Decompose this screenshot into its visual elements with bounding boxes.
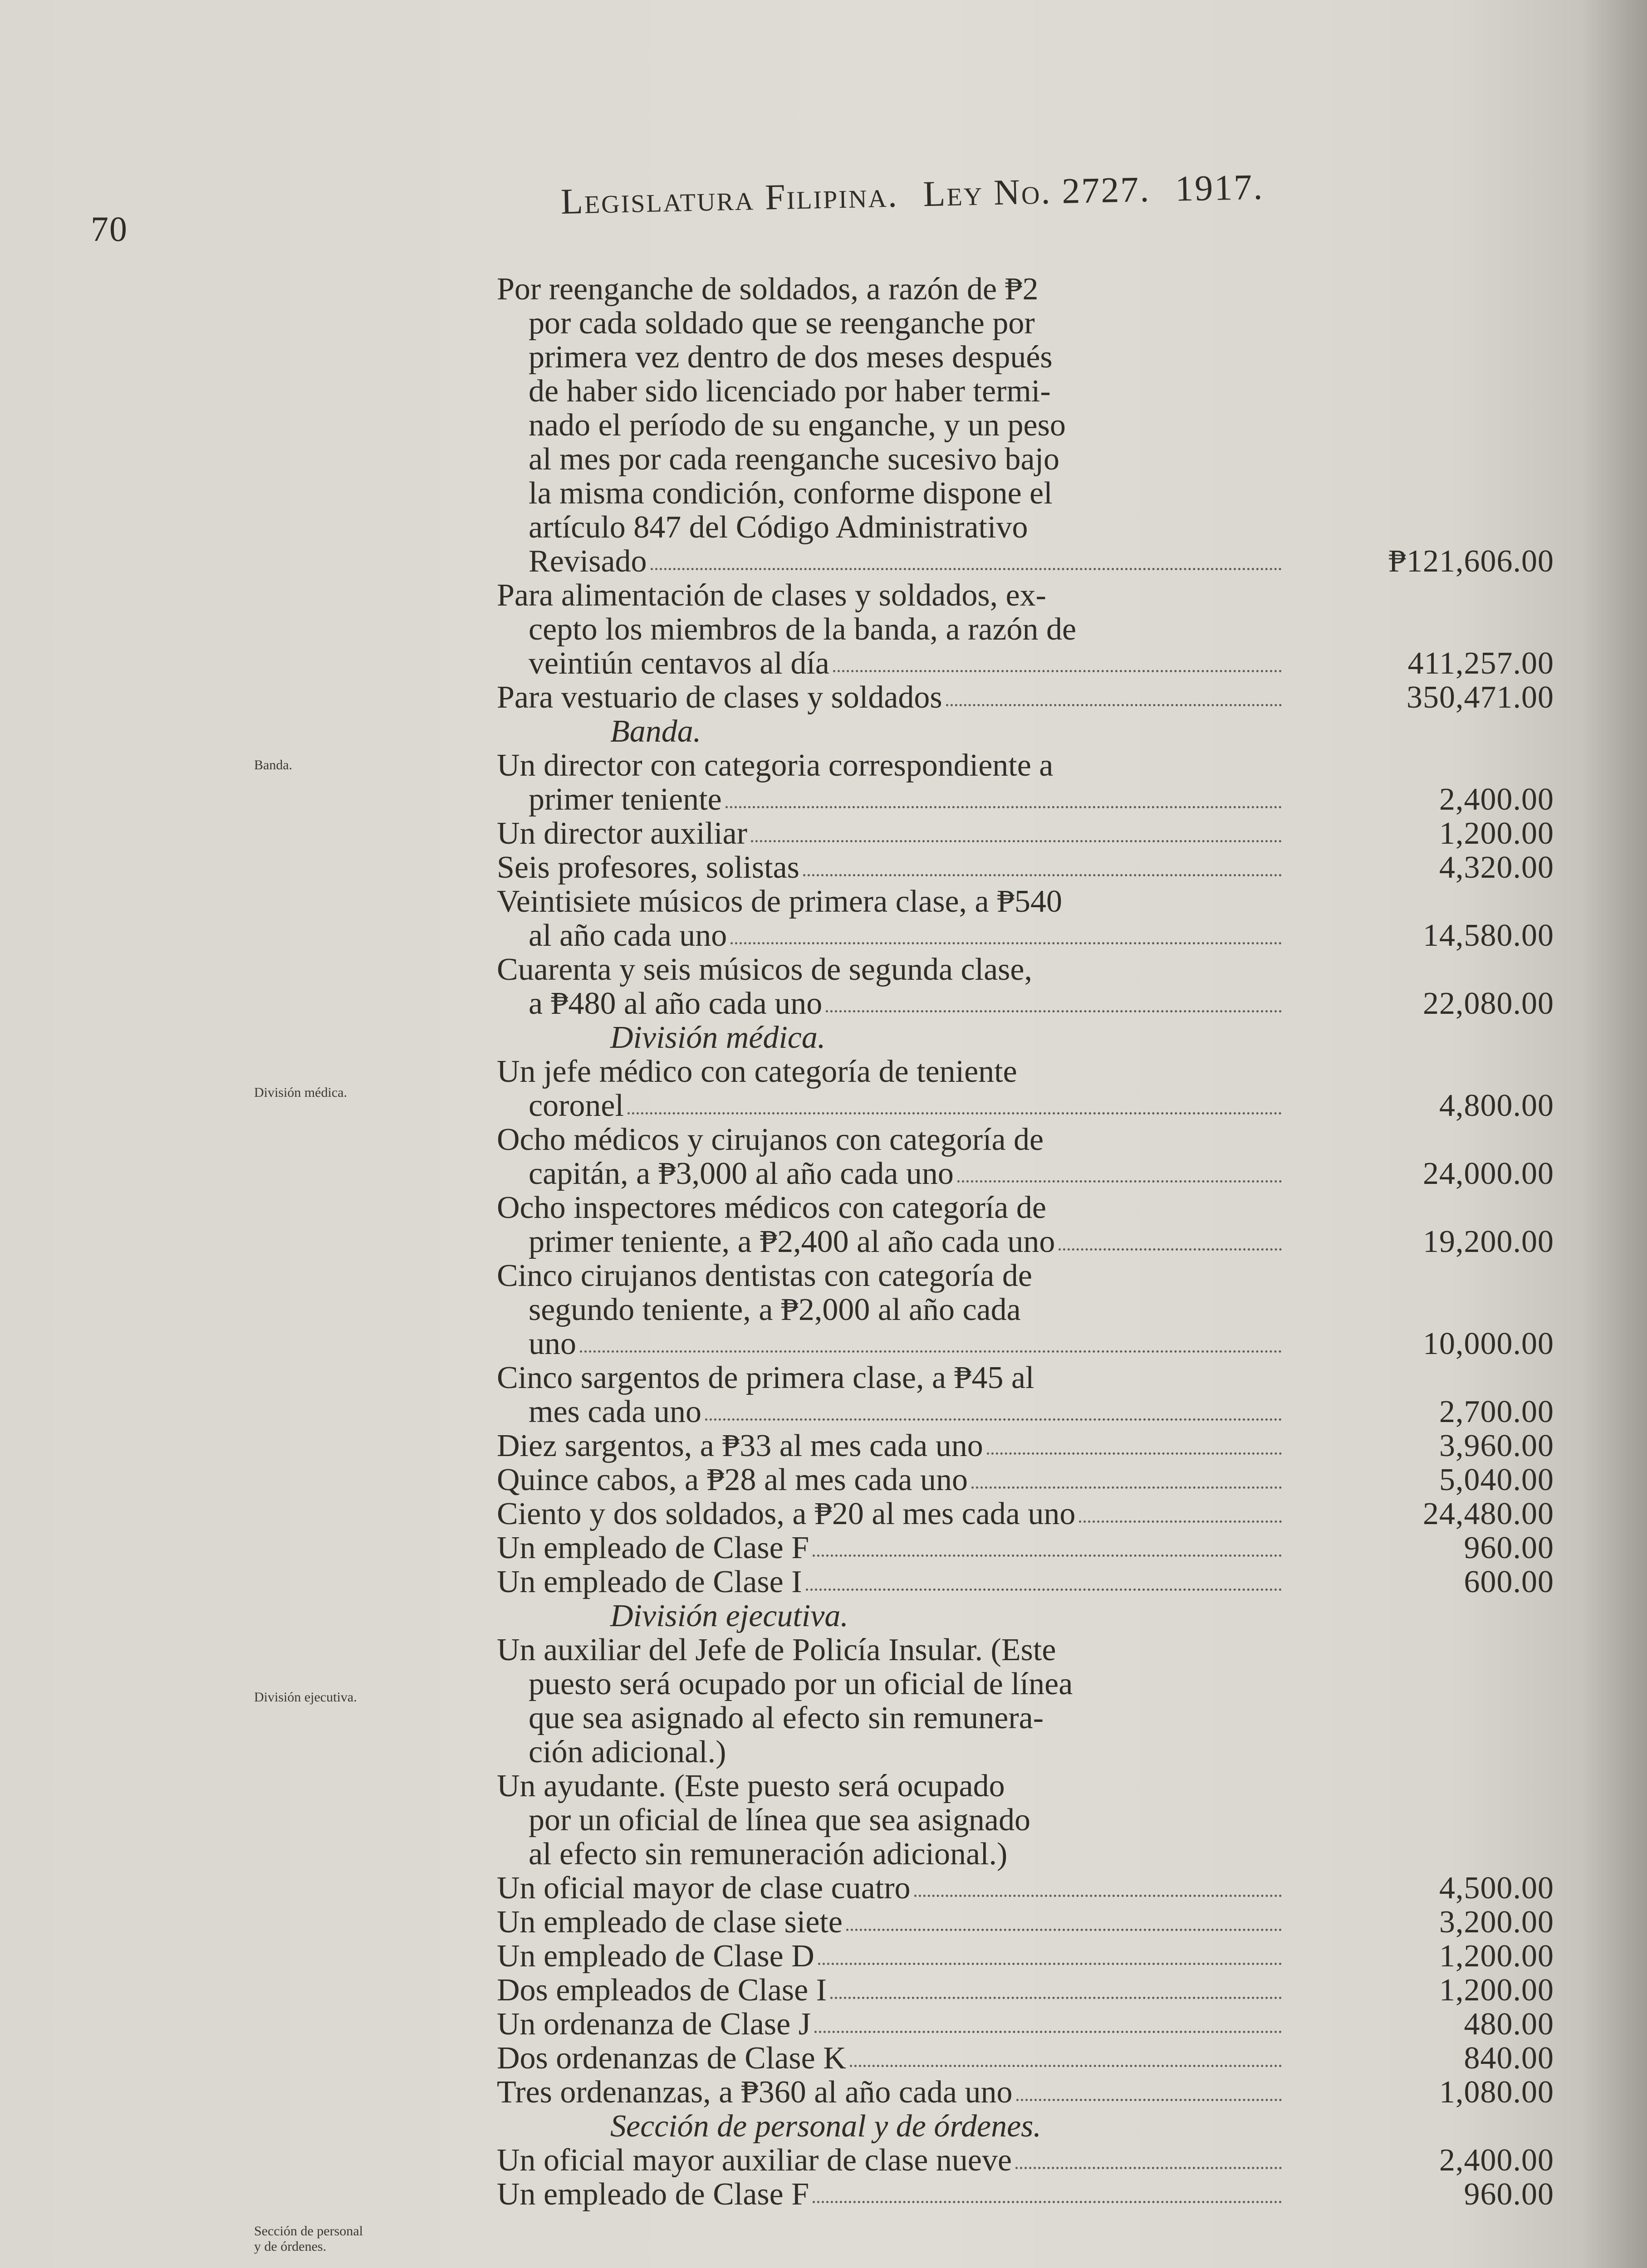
entry-line <box>497 1157 1554 1191</box>
dotted-entry <box>497 680 1282 714</box>
entry-line <box>497 1191 1554 1225</box>
margin-note-seccion-personal-2: y de órdenes. <box>254 2239 327 2254</box>
entry-text: Un director auxiliar <box>497 816 748 851</box>
entry-text: por cada soldado que se reenganche por <box>529 306 1035 341</box>
amount: 4,500.00 <box>1439 1871 1554 1906</box>
amount: 840.00 <box>1464 2041 1554 2076</box>
entry-text: puesto será ocupado por un oficial de línea <box>529 1667 1073 1701</box>
dot-leader <box>725 806 1282 808</box>
entry-text: Dos ordenanzas de Clase K <box>497 2041 846 2076</box>
entry-line <box>497 1225 1554 1259</box>
entry-line <box>497 919 1554 953</box>
entry-text: Un empleado de Clase I <box>497 1564 802 1599</box>
amount: 411,257.00 <box>1407 646 1554 681</box>
amount: 960.00 <box>1464 2177 1554 2212</box>
entry-line <box>497 544 1554 578</box>
dotted-entry <box>497 1463 1282 1497</box>
dotted-entry <box>497 2041 1282 2075</box>
running-head-year: 1917. <box>1175 167 1265 209</box>
dotted-entry <box>497 1871 1282 1905</box>
entry-text: Un empleado de Clase F <box>497 1530 809 1565</box>
entry-text: Veintisiete músicos de primera clase, a ₱540 <box>497 884 1063 919</box>
entry-text: primera vez dentro de dos meses después <box>529 340 1053 375</box>
entry-text: Un ordenanza de Clase J <box>497 2007 811 2042</box>
entry-line <box>497 476 1554 510</box>
entry-line <box>497 1327 1554 1361</box>
dotted-entry <box>497 1429 1282 1463</box>
running-head-publication: Legislatura Filipina. <box>560 175 899 222</box>
entry-line <box>497 1837 1554 1871</box>
dot-leader <box>1015 2167 1282 2169</box>
entry-line <box>497 1565 1554 1599</box>
dot-leader <box>846 1929 1282 1931</box>
dotted-entry <box>497 816 1282 850</box>
entry-line <box>497 2075 1554 2109</box>
entry-line <box>497 1123 1554 1157</box>
dotted-entry <box>497 1497 1282 1531</box>
entry-text: Por reenganche de soldados, a razón de ₱2 <box>497 272 1039 307</box>
dot-leader <box>806 1589 1282 1591</box>
entry-text: Para vestuario de clases y soldados <box>497 680 942 715</box>
entry-text: artículo 847 del Código Administrativo <box>529 510 1028 545</box>
section-heading-division-ejecutiva <box>497 1599 1554 1633</box>
amount: 4,800.00 <box>1439 1088 1554 1123</box>
entry-text: al año cada uno <box>529 918 727 953</box>
dot-leader <box>818 1963 1282 1965</box>
entry-line <box>497 612 1554 646</box>
entry-text: primer teniente, a ₱2,400 al año cada uno <box>529 1224 1055 1259</box>
entry-text: Un empleado de clase siete <box>497 1905 843 1940</box>
dotted-entry <box>497 2007 1282 2041</box>
entry-line <box>497 374 1554 408</box>
amount: 2,400.00 <box>1439 2143 1554 2178</box>
entry-text: capitán, a ₱3,000 al año cada uno <box>529 1156 954 1191</box>
dot-leader <box>826 1010 1282 1012</box>
dot-leader <box>1079 1520 1282 1523</box>
entry-text: a ₱480 al año cada uno <box>529 986 823 1021</box>
dotted-entry <box>529 1157 1282 1191</box>
entry-line <box>497 340 1554 374</box>
dot-leader <box>971 1486 1282 1489</box>
entry-text: uno <box>529 1326 576 1361</box>
amount: 14,580.00 <box>1423 918 1554 953</box>
amount: 5,040.00 <box>1439 1462 1554 1497</box>
entry-text: Un director con categoria correspondiente a <box>497 748 1054 783</box>
dot-leader <box>946 704 1282 706</box>
dot-leader <box>813 2201 1282 2203</box>
entry-text: segundo teniente, a ₱2,000 al año cada <box>529 1292 1021 1327</box>
entry-line <box>497 1735 1554 1769</box>
dotted-entry <box>497 1531 1282 1565</box>
dotted-entry <box>497 850 1282 885</box>
entry-text: Diez sargentos, a ₱33 al mes cada uno <box>497 1428 983 1463</box>
amount: 4,320.00 <box>1439 850 1554 885</box>
entry-text: Un oficial mayor auxiliar de clase nueve <box>497 2143 1012 2178</box>
entry-text: Cuarenta y seis músicos de segunda clase, <box>497 952 1032 987</box>
entry-line <box>497 1395 1554 1429</box>
entry-line <box>497 1259 1554 1293</box>
entry-line <box>497 442 1554 476</box>
dotted-entry <box>529 544 1282 578</box>
entry-text: Un auxiliar del Jefe de Policía Insular. (Este <box>497 1633 1056 1667</box>
entry-line <box>497 1463 1554 1497</box>
entry-text: la misma condición, conforme dispone el <box>529 476 1053 511</box>
entry-line <box>497 1055 1554 1089</box>
entry-line <box>497 1701 1554 1735</box>
entry-text: nado el período de su enganche, y un peso <box>529 408 1066 443</box>
entry-text: Un oficial mayor de clase cuatro <box>497 1871 911 1906</box>
dotted-entry <box>529 646 1282 680</box>
dotted-entry <box>497 1905 1282 1939</box>
amount: 350,471.00 <box>1407 680 1554 715</box>
entry-text: por un oficial de línea que sea asignado <box>529 1803 1030 1838</box>
entry-line <box>497 306 1554 340</box>
entry-text: Un ayudante. (Este puesto será ocupado <box>497 1769 1005 1804</box>
amount: 1,080.00 <box>1439 2075 1554 2110</box>
entry-line <box>497 646 1554 680</box>
entry-line <box>497 1803 1554 1837</box>
dotted-entry <box>497 2075 1282 2109</box>
entry-line <box>497 1939 1554 1973</box>
dot-leader <box>850 2065 1282 2067</box>
entry-text: Un empleado de Clase F <box>497 2177 809 2212</box>
section-heading-banda <box>497 714 1554 748</box>
entry-text: Ocho médicos y cirujanos con categoría de <box>497 1122 1044 1157</box>
entry-text: de haber sido licenciado por haber termi- <box>529 374 1051 409</box>
dot-leader <box>833 670 1282 672</box>
entry-line <box>497 1905 1554 1939</box>
dotted-entry <box>529 1225 1282 1259</box>
section-heading-text: Banda. <box>610 714 701 749</box>
amount: 22,080.00 <box>1423 986 1554 1021</box>
amount: 1,200.00 <box>1439 1973 1554 2008</box>
dot-leader <box>803 874 1282 876</box>
dot-leader <box>705 1418 1282 1421</box>
entry-text: Revisado <box>529 544 647 579</box>
running-head-law: Ley No. 2727. <box>922 169 1151 215</box>
section-heading-division-medica <box>497 1021 1554 1055</box>
dotted-entry <box>529 1089 1282 1123</box>
entry-text: Ciento y dos soldados, a ₱20 al mes cada uno <box>497 1496 1076 1531</box>
amount: 2,400.00 <box>1439 782 1554 817</box>
dotted-entry <box>497 1565 1282 1599</box>
entry-line <box>497 1769 1554 1803</box>
entry-line <box>497 680 1554 714</box>
amount: 2,700.00 <box>1439 1394 1554 1429</box>
entry-text: Cinco sargentos de primera clase, a ₱45 al <box>497 1360 1034 1395</box>
entry-text: Dos empleados de Clase I <box>497 1973 827 2008</box>
margin-note-banda: Banda. <box>254 758 293 772</box>
amount: 600.00 <box>1464 1564 1554 1599</box>
amount: ₱121,606.00 <box>1388 544 1554 579</box>
margin-note-division-medica: División médica. <box>254 1085 347 1100</box>
dotted-entry <box>497 1939 1282 1973</box>
dot-leader <box>813 1554 1282 1557</box>
dotted-entry <box>497 2177 1282 2211</box>
dotted-entry <box>529 987 1282 1021</box>
amount: 960.00 <box>1464 1530 1554 1565</box>
entry-line <box>497 1497 1554 1531</box>
entry-line <box>497 1089 1554 1123</box>
appropriation-list <box>497 272 1554 2211</box>
page-number: 70 <box>91 209 128 249</box>
dotted-entry <box>497 1973 1282 2007</box>
entry-line <box>497 1973 1554 2007</box>
amount: 480.00 <box>1464 2007 1554 2042</box>
amount: 3,960.00 <box>1439 1428 1554 1463</box>
dotted-entry <box>529 782 1282 816</box>
entry-line <box>497 1429 1554 1463</box>
entry-line <box>497 1293 1554 1327</box>
dot-leader <box>651 568 1282 570</box>
entry-line <box>497 2143 1554 2177</box>
entry-line <box>497 987 1554 1021</box>
entry-text: Un empleado de Clase D <box>497 1939 814 1974</box>
entry-line <box>497 1361 1554 1395</box>
entry-text: Un jefe médico con categoría de teniente <box>497 1054 1017 1089</box>
dot-leader <box>830 1997 1282 1999</box>
entry-text: al mes por cada reenganche sucesivo bajo <box>529 442 1060 477</box>
entry-line <box>497 2007 1554 2041</box>
dotted-entry <box>529 1395 1282 1429</box>
amount: 1,200.00 <box>1439 1939 1554 1974</box>
entry-text: Cinco cirujanos dentistas con categoría de <box>497 1258 1032 1293</box>
entry-text: que sea asignado al efecto sin remunera- <box>529 1701 1044 1735</box>
section-heading-seccion-personal <box>497 2109 1554 2143</box>
entry-text: Para alimentación de clases y soldados, ex- <box>497 578 1046 613</box>
dot-leader <box>957 1180 1282 1183</box>
margin-note-seccion-personal-1: Sección de personal <box>254 2224 363 2239</box>
entry-text: Quince cabos, a ₱28 al mes cada uno <box>497 1462 968 1497</box>
margin-note-division-ejecutiva: División ejecutiva. <box>254 1690 357 1705</box>
entry-text: mes cada uno <box>529 1394 701 1429</box>
entry-line <box>497 782 1554 816</box>
dot-leader <box>814 2031 1282 2033</box>
entry-line <box>497 953 1554 987</box>
section-heading-text: División ejecutiva. <box>610 1598 848 1633</box>
dot-leader <box>730 942 1282 944</box>
entry-line <box>497 2177 1554 2211</box>
entry-text: coronel <box>529 1088 624 1123</box>
section-heading-text: Sección de personal y de órdenes. <box>610 2109 1041 2144</box>
dot-leader <box>987 1452 1282 1455</box>
entry-line <box>497 1531 1554 1565</box>
entry-text: Ocho inspectores médicos con categoría de <box>497 1190 1046 1225</box>
entry-text: primer teniente <box>529 782 722 817</box>
entry-line <box>497 272 1554 306</box>
entry-line <box>497 510 1554 544</box>
entry-line <box>497 2041 1554 2075</box>
running-head <box>560 166 1289 223</box>
entry-line <box>497 816 1554 850</box>
entry-line <box>497 578 1554 612</box>
entry-text: al efecto sin remuneración adicional.) <box>529 1837 1008 1872</box>
entry-line <box>497 748 1554 782</box>
amount: 24,000.00 <box>1423 1156 1554 1191</box>
section-heading-text: División médica. <box>610 1020 826 1055</box>
amount: 10,000.00 <box>1423 1326 1554 1361</box>
dot-leader <box>1059 1248 1282 1251</box>
entry-text: ción adicional.) <box>529 1735 726 1769</box>
dotted-entry <box>529 1327 1282 1361</box>
entry-line <box>497 1667 1554 1701</box>
entry-line <box>497 1633 1554 1667</box>
dot-leader <box>627 1112 1282 1114</box>
entry-line <box>497 850 1554 885</box>
entry-text: Tres ordenanzas, a ₱360 al año cada uno <box>497 2075 1013 2110</box>
amount: 24,480.00 <box>1423 1496 1554 1531</box>
dot-leader <box>580 1350 1282 1353</box>
dot-leader <box>914 1895 1282 1897</box>
dot-leader <box>751 840 1282 842</box>
amount: 3,200.00 <box>1439 1905 1554 1940</box>
dot-leader <box>1016 2099 1282 2101</box>
entry-text: cepto los miembros de la banda, a razón de <box>529 612 1077 647</box>
amount: 19,200.00 <box>1423 1224 1554 1259</box>
entry-text: Seis profesores, solistas <box>497 850 799 885</box>
entry-line <box>497 1871 1554 1905</box>
entry-text: veintiún centavos al día <box>529 646 829 681</box>
dotted-entry <box>497 2143 1282 2177</box>
amount: 1,200.00 <box>1439 816 1554 851</box>
dotted-entry <box>529 919 1282 953</box>
entry-line <box>497 885 1554 919</box>
entry-line <box>497 408 1554 442</box>
